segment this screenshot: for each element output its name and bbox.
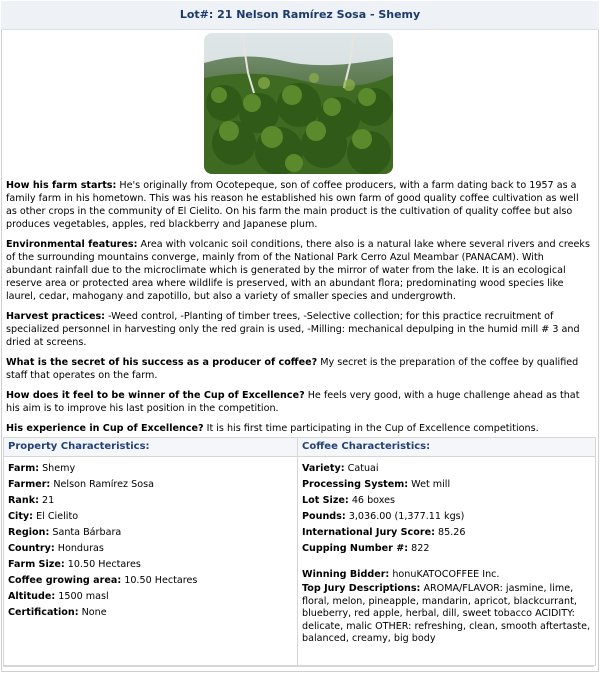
story-paragraph bbox=[6, 179, 592, 231]
property-row-growing-area bbox=[8, 573, 297, 589]
row-value: 21 bbox=[38, 495, 55, 506]
row-value: 10.50 Hectares bbox=[64, 559, 141, 570]
row-value: None bbox=[78, 607, 107, 618]
story-paragraph bbox=[6, 422, 592, 435]
row-label: Farm Size: bbox=[8, 559, 65, 570]
farm-story bbox=[6, 179, 592, 442]
coffee-row-processing bbox=[302, 477, 595, 493]
row-label: City: bbox=[8, 511, 34, 522]
story-answer: My secret is the preparation of the coffee by qualified staff that operates on the farm. bbox=[6, 357, 579, 381]
row-label: Farm: bbox=[8, 463, 40, 474]
property-row-certification bbox=[8, 605, 297, 621]
row-label: Farmer: bbox=[8, 479, 51, 490]
property-row-altitude bbox=[8, 589, 297, 605]
coffee-row-pounds bbox=[302, 509, 595, 525]
row-value: 46 boxes bbox=[348, 495, 396, 506]
coffee-row-jury-score bbox=[302, 525, 595, 541]
row-value: El Cielito bbox=[33, 511, 79, 522]
story-question: What is the secret of his success as a producer of coffee? bbox=[6, 357, 318, 368]
property-row-farm bbox=[8, 461, 297, 477]
row-label: Lot Size: bbox=[302, 495, 349, 506]
story-answer: It is his first time participating in the Cup of Excellence competitions. bbox=[203, 423, 539, 434]
row-label: Coffee growing area: bbox=[8, 575, 122, 586]
coffee-column bbox=[298, 438, 595, 665]
coffee-list bbox=[298, 457, 595, 646]
story-answer: Area with volcanic soil conditions, there also is a natural lake where several rivers and creeks of the surrounding mountains converge, mainly from of the National Park Cerro Azul Meambar (PANACAM). With abundant rainfall due to the microclimate which is generated by the mirror of water from the lake. It is an ecological reserve area or protected area where wildlife is preserved, with an abundant flora; predominating wood species like laurel, cedar, mahogany and zapotillo, but also a variety of smaller species and undergrowth. bbox=[6, 239, 590, 302]
story-answer: He's originally from Ocotepeque, son of coffee producers, with a farm dating back to 1957 as a family farm in his hometown. This was his reason he established his own farm of good quality coffee cultivation as well as other crops in the community of El Cielito. On his farm the main product is the cultivation of quality coffee but also produces vegetables, apples, red blackberry and Japanese plum. bbox=[6, 180, 579, 230]
story-question: How does it feel to be winner of the Cup of Excellence? bbox=[6, 390, 305, 401]
property-row-rank bbox=[8, 493, 297, 509]
row-label: Rank: bbox=[8, 495, 39, 506]
row-label: Pounds: bbox=[302, 511, 346, 522]
row-label: Certification: bbox=[8, 607, 79, 618]
row-value: Shemy bbox=[39, 463, 76, 474]
story-question: How his farm starts: bbox=[6, 180, 117, 191]
story-paragraph bbox=[6, 389, 592, 415]
story-answer: He feels very good, with a huge challenge ahead as that his aim is to improve his last position in the competition. bbox=[6, 390, 580, 414]
story-question: Harvest practices: bbox=[6, 311, 106, 322]
row-value: Santa Bárbara bbox=[49, 527, 122, 538]
row-value: 822 bbox=[408, 543, 430, 554]
coffee-row-descriptions bbox=[302, 583, 595, 646]
row-label: Altitude: bbox=[8, 591, 56, 602]
story-question: Environmental features: bbox=[6, 239, 138, 250]
coffee-heading: Coffee Characteristics: bbox=[298, 438, 595, 457]
row-label: Cupping Number #: bbox=[302, 543, 409, 554]
row-value: 1500 masl bbox=[55, 591, 109, 602]
row-label: Winning Bidder: bbox=[302, 569, 390, 580]
row-value: Honduras bbox=[54, 543, 104, 554]
row-label: Region: bbox=[8, 527, 50, 538]
spacer bbox=[302, 557, 595, 567]
story-answer: -Weed control, -Planting of timber trees, -Selective collection; for this practice recruitment of specialized personnel in harvesting only the red grain is used, -Milling: mechanical depulping in the humid mill # 3 and dried at screens. bbox=[6, 311, 580, 348]
story-paragraph bbox=[6, 310, 592, 349]
farm-photo-image bbox=[204, 33, 393, 174]
farm-photo bbox=[204, 33, 393, 174]
property-row-farmer bbox=[8, 477, 297, 493]
coffee-row-cupping-number bbox=[302, 541, 595, 557]
property-column bbox=[4, 438, 298, 665]
row-label: Processing System: bbox=[302, 479, 409, 490]
property-row-farm-size bbox=[8, 557, 297, 573]
row-label: Variety: bbox=[302, 463, 345, 474]
row-label: Country: bbox=[8, 543, 55, 554]
divider bbox=[3, 666, 594, 667]
lot-title: Lot#: 21 Nelson Ramírez Sosa - Shemy bbox=[1, 1, 599, 30]
row-value: Nelson Ramírez Sosa bbox=[50, 479, 154, 490]
row-label: Top Jury Descriptions: bbox=[302, 583, 421, 594]
row-value: Catuai bbox=[344, 463, 379, 474]
property-list bbox=[4, 457, 297, 621]
row-value: AROMA/FLAVOR: jasmine, lime, floral, melon, pineapple, mandarin, apricot, blackcurrant, blueberry, red apple, herbal, dill, sweet tobacco ACIDITY: delicate, malic OTHER: refreshing, clean, smooth aftertaste, balanced, creamy, big body bbox=[302, 583, 591, 644]
story-paragraph bbox=[6, 238, 592, 303]
row-value: honuKATOCOFFEE Inc. bbox=[389, 569, 500, 580]
coffee-row-winning-bidder bbox=[302, 567, 595, 583]
property-row-region bbox=[8, 525, 297, 541]
row-label: International Jury Score: bbox=[302, 527, 435, 538]
row-value: 3,036.00 (1,377.11 kgs) bbox=[345, 511, 465, 522]
property-heading: Property Characteristics: bbox=[4, 438, 297, 457]
row-value: 85.26 bbox=[434, 527, 466, 538]
row-value: Wet mill bbox=[408, 479, 451, 490]
coffee-row-lot-size bbox=[302, 493, 595, 509]
story-question: His experience in Cup of Excellence? bbox=[6, 423, 204, 434]
property-row-country bbox=[8, 541, 297, 557]
story-paragraph bbox=[6, 356, 592, 382]
property-row-city bbox=[8, 509, 297, 525]
characteristics-table bbox=[3, 437, 596, 666]
coffee-row-variety bbox=[302, 461, 595, 477]
row-value: 10.50 Hectares bbox=[121, 575, 198, 586]
